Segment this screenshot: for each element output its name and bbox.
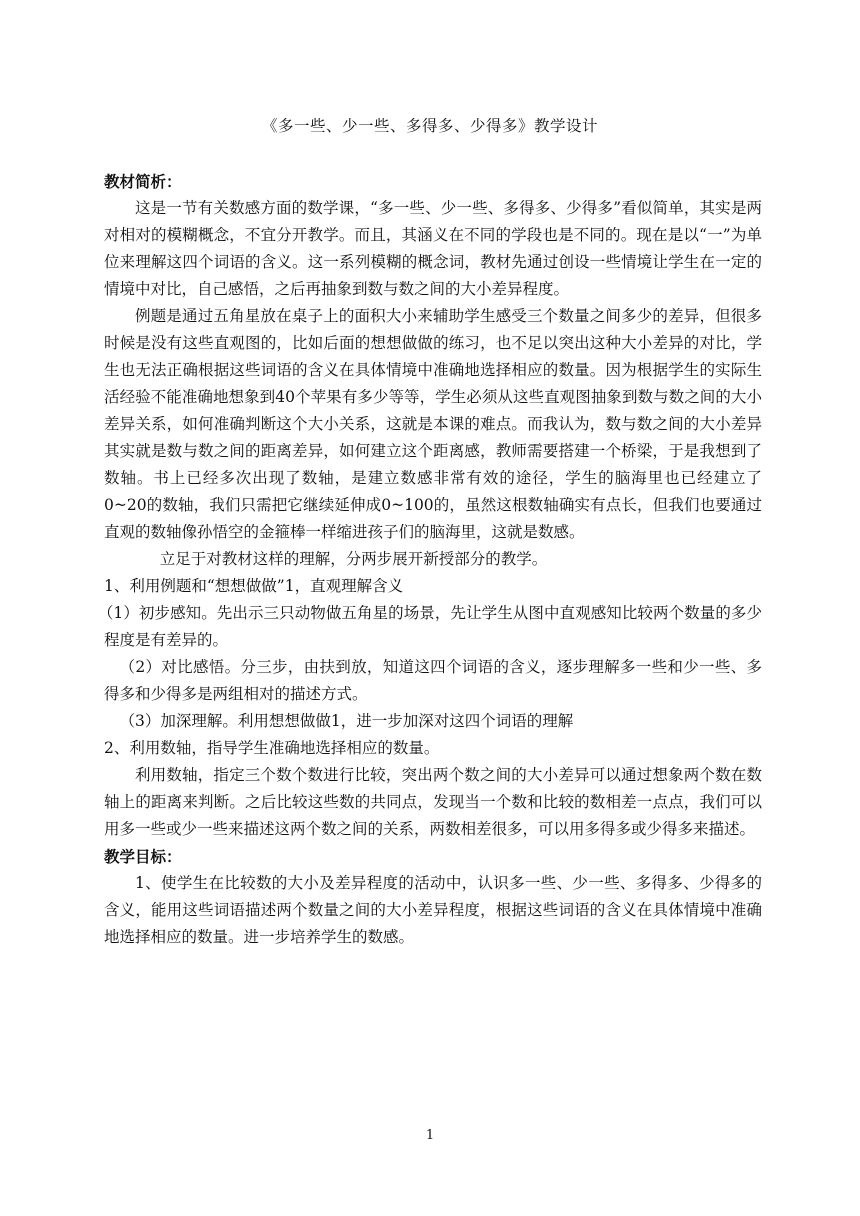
- paragraph-intro: 这是一节有关数感方面的数学课，“多一些、少一些、多得多、少得多”看似简单，其实是两对相对的模糊概念，不宜分开教学。而且，其涵义在不同的学段也是不同的。现在是以“一”为单位来理解这四个词语的含义。这一系列模糊的概念词，教材先通过创设一些情境让学生在一定的情境中对比，自己感悟，之后再抽象到数与数之间的大小差异程度。: [104, 199, 762, 298]
- list-item-2: 2、利用数轴，指导学生准确地选择相应的数量。: [104, 739, 440, 757]
- paragraph-number-line: 利用数轴，指定三个数个数进行比较，突出两个数之间的大小差异可以通过想象两个数在数轴上的距离来判断。之后比较这些数的共同点，发现当一个数和比较的数相差一点点，我们可以用多一些或少一些来描述这两个数之间的关系，两数相差很多，可以用多得多或少得多来描述。: [104, 766, 762, 838]
- sub-item-3: （3）加深理解。利用想想做做1，进一步加深对这四个词语的理解: [119, 712, 574, 730]
- sub-item-1: （1）初步感知。先出示三只动物做五角星的场景，先让学生从图中直观感知比较两个数量的多少程度是有差异的。: [97, 604, 762, 649]
- sub-item-2: （2）对比感悟。分三步，由扶到放，知道这四个词语的含义，逐步理解多一些和少一些、多得多和少得多是两组相对的描述方式。: [104, 658, 762, 703]
- document-title: 《多一些、少一些、多得多、少得多》教学设计: [261, 117, 598, 135]
- section-heading-textbook-analysis: 教材简析：: [104, 172, 182, 191]
- section-heading-teaching-goals: 教学目标：: [104, 847, 182, 866]
- paragraph-approach: 立足于对教材这样的理解，分两步展开新授部分的教学。: [159, 550, 548, 568]
- page-number: 1: [425, 1128, 435, 1143]
- paragraph-goal-1: 1、使学生在比较数的大小及差异程度的活动中，认识多一些、少一些、多得多、少得多的含义，能用这些词语描述两个数量之间的大小差异程度，根据这些词语的含义在具体情境中准确地选择相应的数量。进一步培养学生的数感。: [104, 874, 762, 946]
- document-body: [97, 168, 762, 951]
- paragraph-example: 例题是通过五角星放在桌子上的面积大小来辅助学生感受三个数量之间多少的差异，但很多时候是没有这些直观图的，比如后面的想想做做的练习，也不足以突出这种大小差异的对比，学生也无法正确根据这些词语的含义在具体情境中准确地选择相应的数量。因为根据学生的实际生活经验不能准确地想象到40个苹果有多少等等，学生必须从这些直观图抽象到数与数之间的大小差异关系，如何准确判断这个大小关系，这就是本课的难点。而我认为，数与数之间的大小差异其实就是数与数之间的距离差异，如何建立这个距离感，教师需要搭建一个桥梁，于是我想到了数轴。书上已经多次出现了数轴，是建立数感非常有效的途径，学生的脑海里也已经建立了0~20的数轴，我们只需把它继续延伸成0~100的，虽然这根数轴确实有点长，但我们也要通过直观的数轴像孙悟空的金箍棒一样缩进孩子们的脑海里，这就是数感。: [104, 307, 762, 541]
- list-item-1: 1、利用例题和“想想做做”1，直观理解含义: [104, 577, 404, 595]
